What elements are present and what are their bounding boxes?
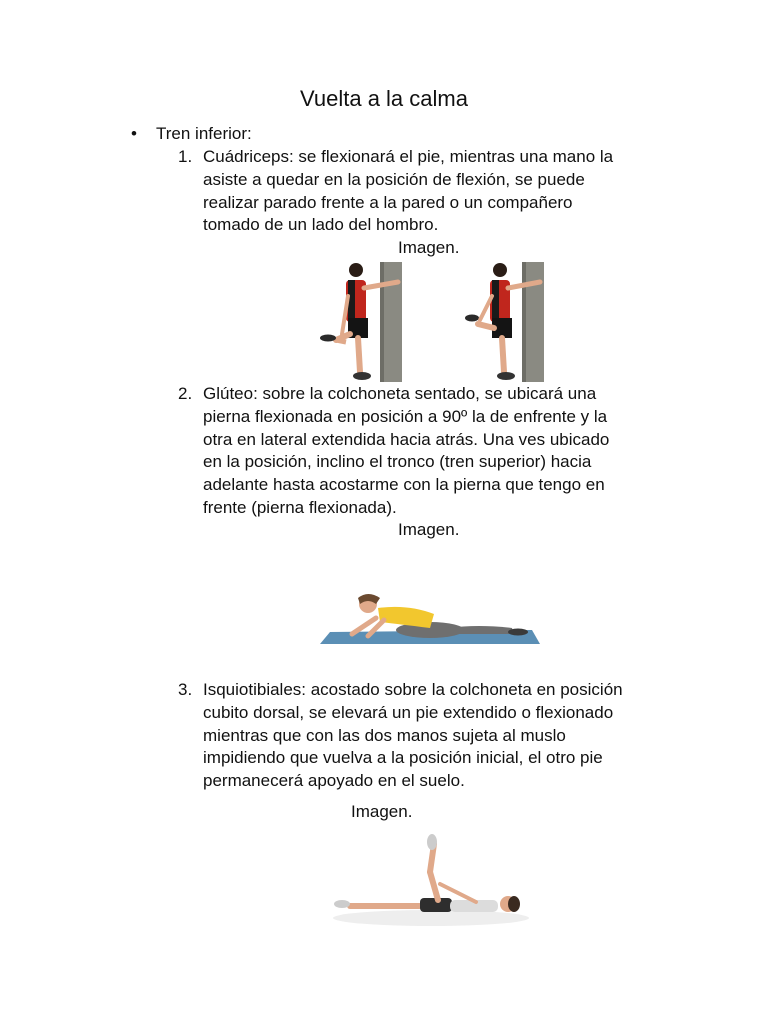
image-caption: Imagen. [398, 238, 460, 257]
item-text: Glúteo: sobre la colchoneta sentado, se ubicará una pierna flexionada en posición a 90º la de enfrente y la otra en lateral extendida hacia atrás. Una ves ubicado en la posición, inclino el tronco (tren superior) hacia adelante hasta acostarme con la pierna que tengo en frente (pierna flexionada). [203, 384, 610, 517]
item-number: 2. [178, 384, 193, 403]
bullet-marker: • [131, 124, 137, 143]
quadriceps-stretch-image [318, 260, 548, 384]
item-text: Isquiotibiales: acostado sobre la colchoneta en posición cubito dorsal, se elevará un pie extendido o flexionado mientras que con las dos manos sujeta al muslo impidiendo que vuelva a la posición inicial, el otro pie permanecerá apoyado en el suelo. [203, 680, 623, 791]
image-caption: Imagen. [398, 520, 460, 539]
item-text: Cuádriceps: se flexionará el pie, mientras una mano la asiste a quedar en la posición de flexión, se puede realizar parado frente a la pared o un compañero tomado de un lado del hombro. [203, 147, 614, 235]
section-label: Tren inferior: [156, 124, 252, 143]
hamstring-stretch-image [326, 834, 536, 930]
page-title: Vuelta a la calma [300, 86, 468, 111]
glute-stretch-image [318, 588, 544, 648]
image-caption: Imagen. [351, 802, 413, 821]
item-number: 1. [178, 147, 193, 166]
item-number: 3. [178, 680, 193, 699]
